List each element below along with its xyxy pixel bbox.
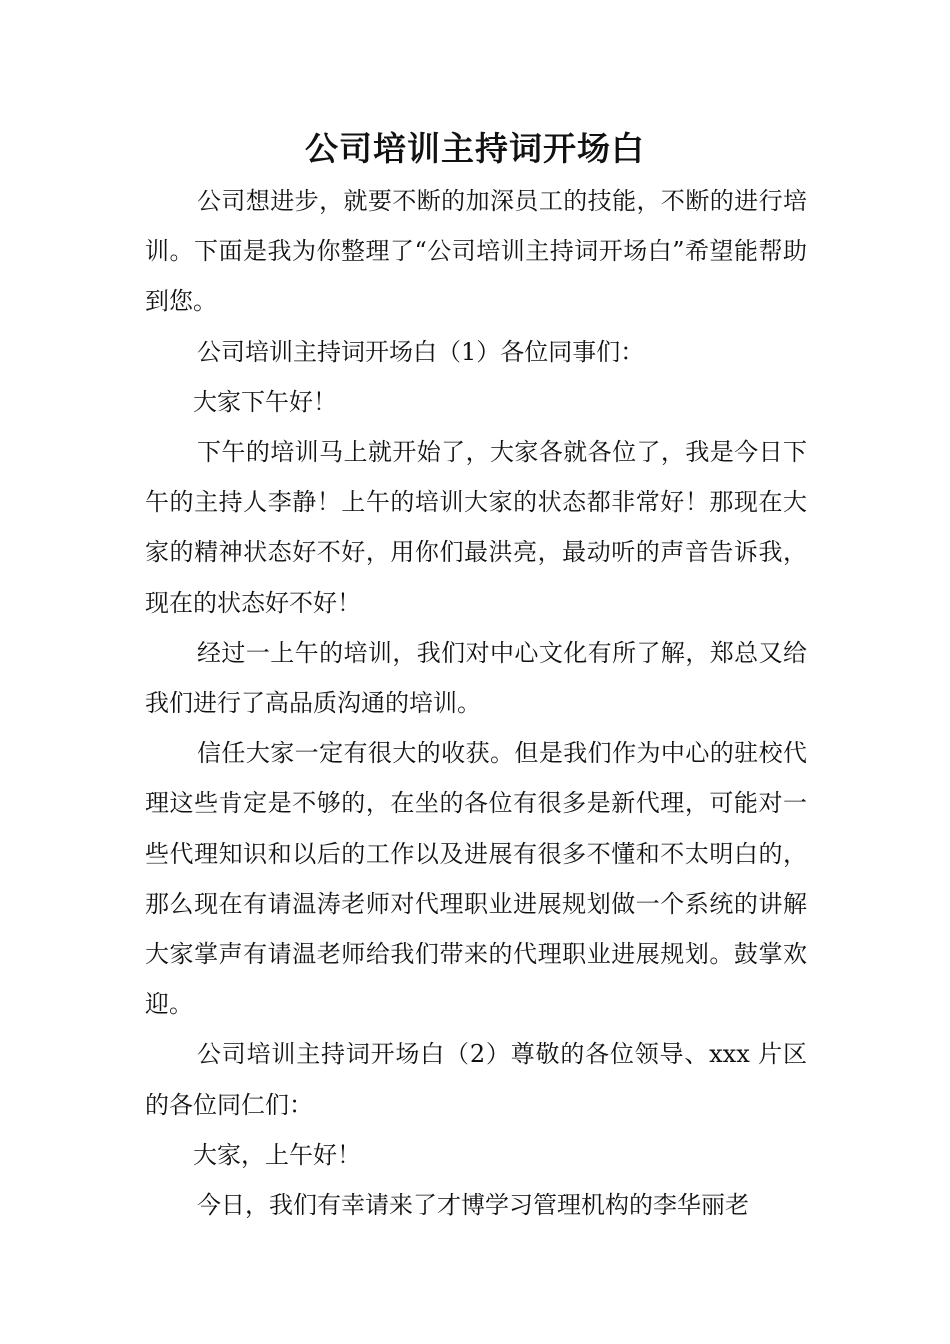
paragraph-host-intro: 下午的培训马上就开始了，大家各就各位了，我是今日下午的主持人李静！上午的培训大家的状态都非常好！那现在大家的精神状态好不好，用你们最洪亮，最动听的声音告诉我，现在的状态好不好！ <box>145 438 807 617</box>
paragraph-section-1-heading: 公司培训主持词开场白（1）各位同事们： <box>197 337 645 366</box>
paragraph-greeting-morning: 大家，上午好！ <box>193 1140 361 1169</box>
paragraph-section-2-heading: 公司培训主持词开场白（2）尊敬的各位领导、xxx 片区的各位同仁们： <box>145 1040 807 1119</box>
paragraph-morning-review: 经过一上午的培训，我们对中心文化有所了解，郑总又给我们进行了高品质沟通的培训。 <box>145 638 807 718</box>
document-body <box>145 176 807 1230</box>
paragraph-greeting-afternoon: 大家下午好！ <box>193 387 337 416</box>
paragraph-speaker-intro: 信任大家一定有很大的收获。但是我们作为中心的驻校代理这些肯定是不够的，在坐的各位有很多是新代理，可能对一些代理知识和以后的工作以及进展有很多不懂和不太明白的，那么现在有请温涛老师对代理职业进展规划做一个系统的讲解大家掌声有请温老师给我们带来的代理职业进展规划。鼓掌欢迎。 <box>145 739 807 1019</box>
document-title: 公司培训主持词开场白 <box>305 129 645 168</box>
paragraph-intro: 公司想进步，就要不断的加深员工的技能，不断的进行培训。下面是我为你整理了“公司培训主持词开场白”希望能帮助到您。 <box>145 187 807 316</box>
paragraph-guest-intro: 今日，我们有幸请来了才博学习管理机构的李华丽老 <box>197 1191 749 1220</box>
